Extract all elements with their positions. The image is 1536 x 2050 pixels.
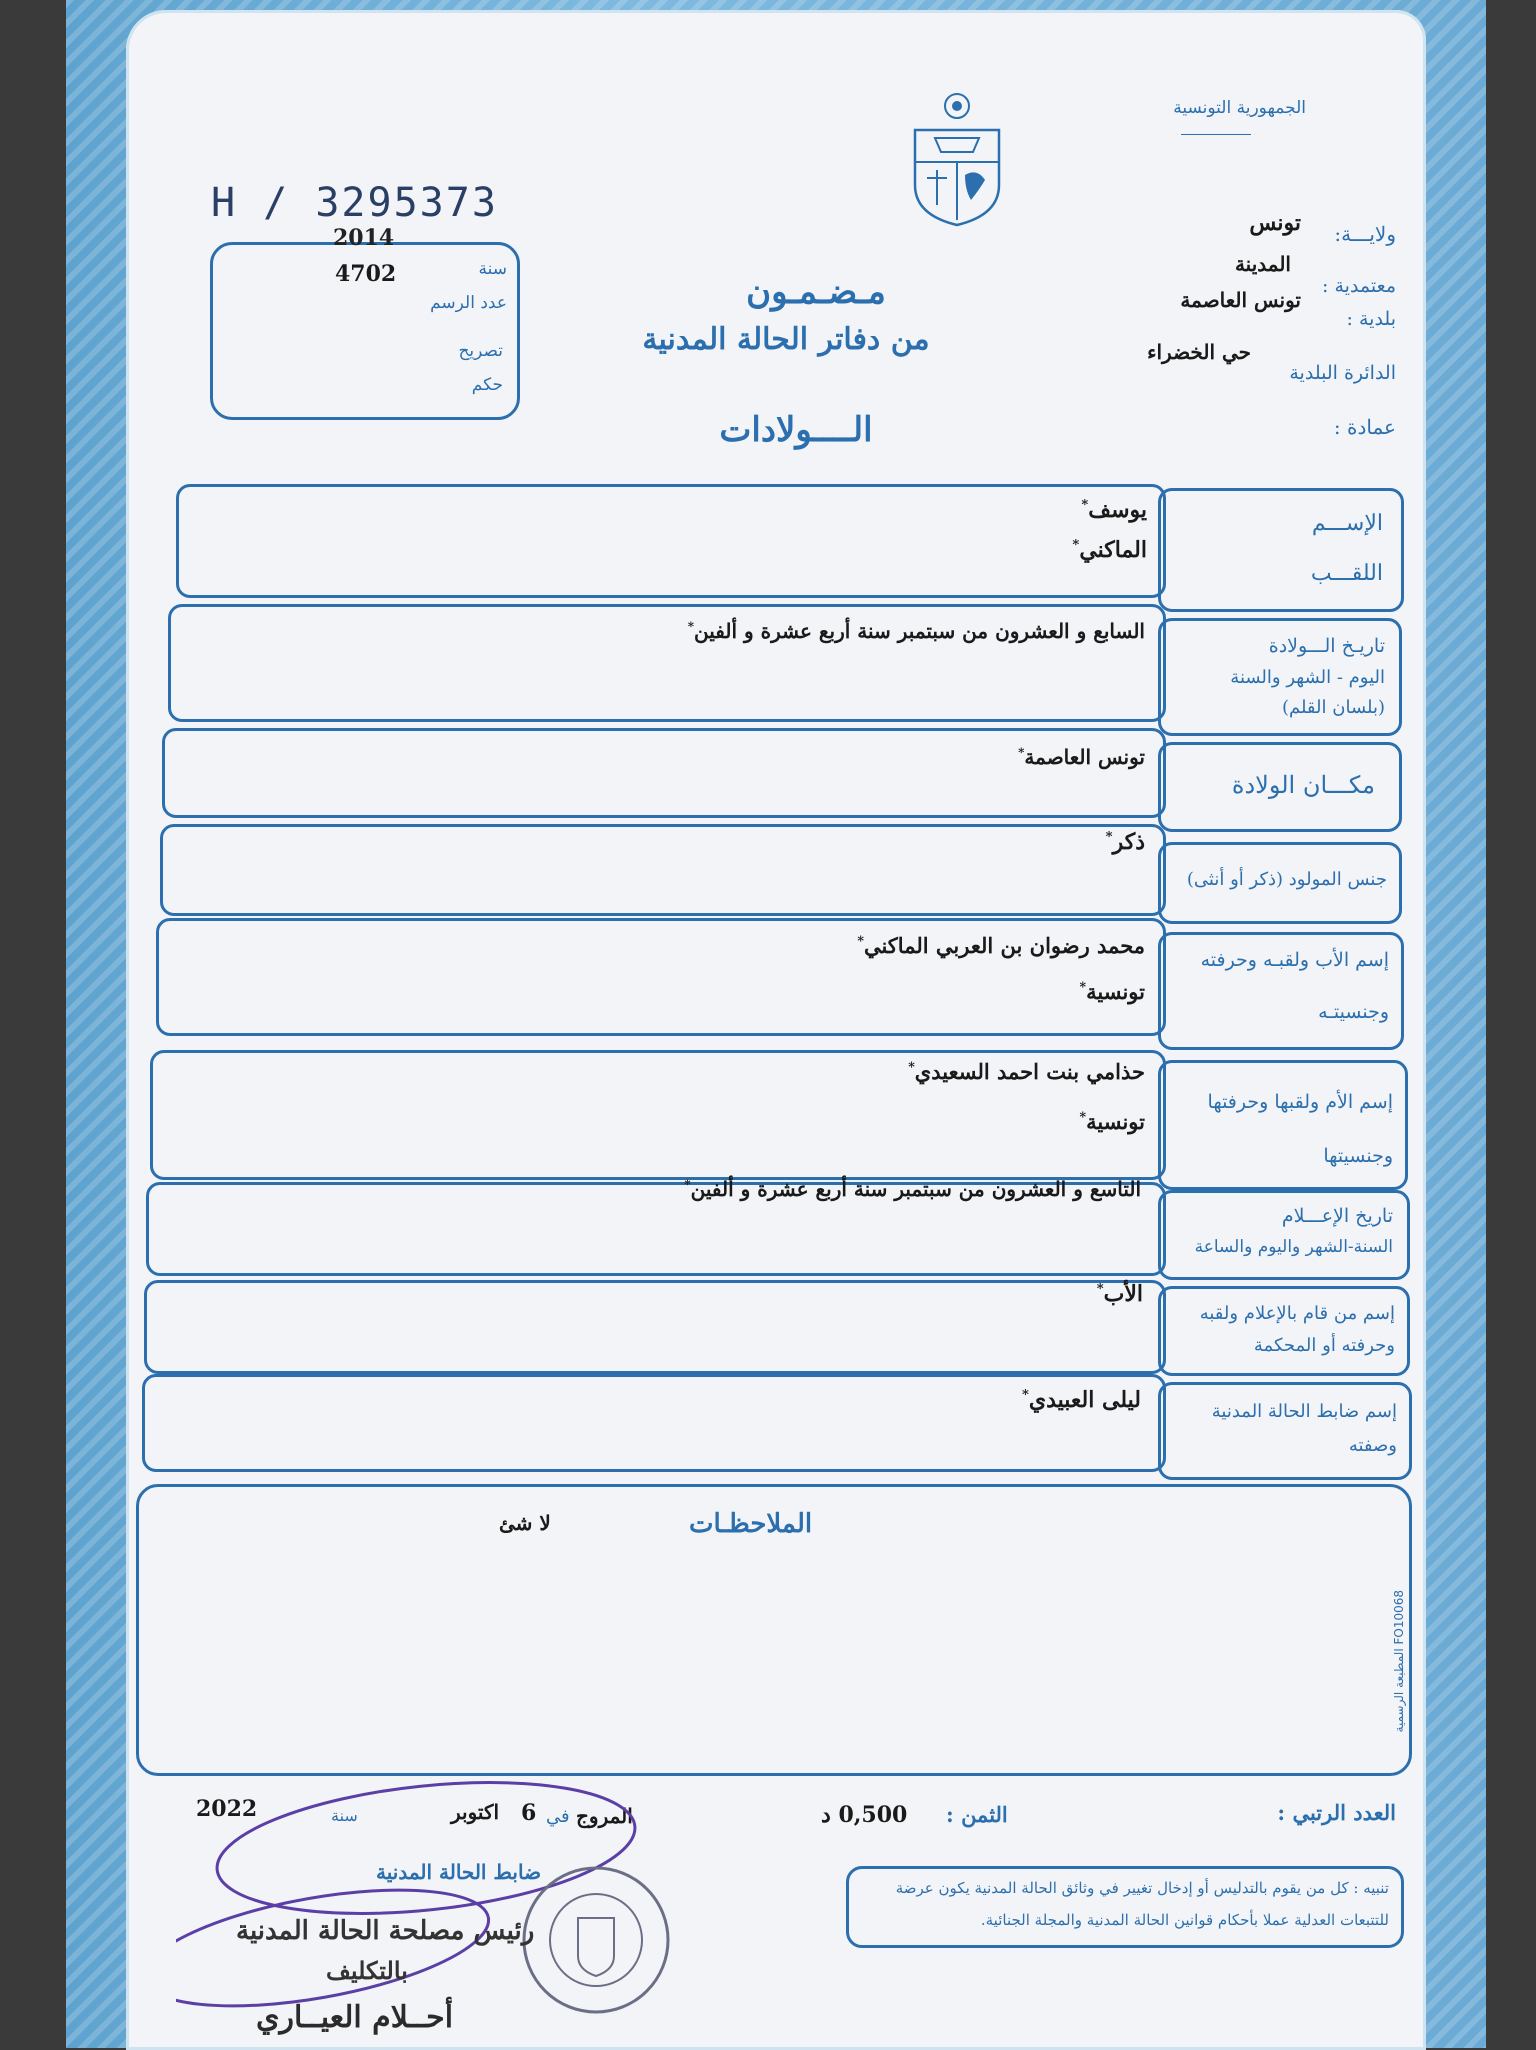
stamp-line-1: رئيس مصلحة الحالة المدنية	[236, 1916, 535, 1946]
title-line2: من دفاتر الحالة المدنية	[642, 322, 930, 357]
wilaya-value: تونس	[1249, 210, 1301, 236]
declaration-date-label-2: السنة-الشهر واليوم والساعة	[1194, 1237, 1393, 1257]
declaration-date-value: التاسع و العشرون من سبتمبر سنة أربع عشرة و ألفين*	[684, 1177, 1141, 1201]
officer-title: ضابط الحالة المدنية	[376, 1860, 542, 1884]
father-value: محمد رضوان بن العربي الماكني*	[857, 933, 1145, 958]
father-label-box	[1158, 932, 1404, 1050]
republic-text: الجمهورية التونسية	[1173, 98, 1306, 118]
title-line1: مـضـمـون	[746, 272, 886, 312]
daira-label: الدائرة البلدية	[1289, 362, 1396, 384]
notice-line-1: تنبيه : كل من يقوم بالتدليس أو إدخال تغيير في وثائق الحالة المدنية يكون عرضة	[895, 1879, 1389, 1897]
wilaya-label: ولايـــة:	[1334, 222, 1396, 246]
sex-value-box	[160, 824, 1166, 916]
price-label: الثمن :	[946, 1802, 1008, 1827]
signature-name: أحــلام العيــاري	[256, 2000, 454, 2035]
surname-label: اللقـــب	[1310, 561, 1383, 586]
notice-box	[846, 1866, 1404, 1948]
mother-value: حذامي بنت احمد السعيدي*	[908, 1059, 1145, 1084]
notes-box	[136, 1484, 1412, 1776]
declaration-date-value-box	[146, 1177, 1166, 1276]
mother-label-1: إسم الأم ولقبها وحرفتها	[1207, 1091, 1393, 1113]
year: 2022	[196, 1796, 258, 1822]
father-label-1: إسم الأب ولقبـه وحرفته	[1200, 949, 1389, 971]
name-label-box	[1158, 488, 1404, 612]
birthdate-label-box	[1158, 618, 1402, 736]
document-paper	[126, 10, 1426, 2050]
baladia-value: تونس العاصمة	[1180, 288, 1301, 312]
name-value-box	[176, 484, 1166, 598]
register-number-value: 4702	[335, 261, 397, 287]
declarant-label-1: إسم من قام بالإعلام ولقبه	[1199, 1303, 1395, 1324]
birthplace-label: مكـــان الولادة	[1231, 771, 1375, 799]
birthdate-label-1: تاريـخ الـــولادة	[1268, 635, 1385, 657]
serial-label: العدد الرتبي :	[1277, 1800, 1396, 1825]
register-year-value: 2014	[333, 225, 395, 251]
birthplace-label-box	[1158, 742, 1402, 832]
name-value: يوسف*	[1081, 497, 1147, 523]
daira-value: حي الخضراء	[1147, 340, 1251, 364]
notes-label: الملاحظـات	[689, 1509, 813, 1539]
mother-value-box	[150, 1050, 1166, 1180]
notes-value: لا شئ	[499, 1511, 551, 1535]
month: اكتوبر	[451, 1800, 500, 1824]
divider	[1181, 134, 1251, 135]
sex-value: ذكر*	[1105, 829, 1145, 855]
printer-mark: المطبعة الرسمية FO10068	[1392, 1590, 1406, 1733]
sex-label: جنس المولود (ذكر أو أنثى)	[1186, 869, 1387, 890]
declarant-value: الأب*	[1096, 1281, 1143, 1307]
register-year-label: سنة	[478, 259, 507, 279]
stamp-line-2: بالتكليف	[326, 1956, 408, 1985]
mother-label-2: وجنسيتها	[1323, 1145, 1393, 1167]
price-value: 0,500 د	[821, 1802, 908, 1828]
section-title: الــــولادات	[719, 410, 873, 450]
name-label: الإســـم	[1311, 511, 1383, 536]
register-box	[210, 225, 520, 420]
baladia-label: بلدية :	[1346, 308, 1396, 330]
register-declaration-label: تصريح	[458, 341, 503, 361]
declarant-label-box	[1158, 1286, 1410, 1376]
declarant-label-2: وحرفته أو المحكمة	[1253, 1335, 1395, 1356]
father-label-2: وجنسيتـه	[1318, 1001, 1389, 1023]
birthplace-value-box	[162, 728, 1166, 818]
year-label: سنة	[331, 1806, 358, 1825]
surname-value: الماكني*	[1072, 537, 1147, 563]
register-judgment-label: حكم	[471, 375, 503, 395]
dated-in: في	[546, 1806, 570, 1827]
mootamadia-label: معتمدية :	[1322, 275, 1396, 297]
notice-line-2: للتتبعات العدلية عملا بأحكام قوانين الحالة المدنية والمجلة الجنائية.	[980, 1911, 1389, 1929]
officer-value-box	[142, 1374, 1166, 1472]
officer-label-box	[1158, 1382, 1412, 1480]
birthdate-value-box	[168, 604, 1166, 722]
document-border	[66, 0, 1486, 2048]
officer-label-1: إسم ضابط الحالة المدنية	[1211, 1401, 1397, 1422]
father-nationality: تونسية*	[1079, 979, 1145, 1004]
declarant-value-box	[144, 1280, 1166, 1374]
register-number-label: عدد الرسم	[430, 293, 507, 313]
birthdate-value: السابع و العشرون من سبتمبر سنة أربع عشرة و ألفين*	[687, 619, 1145, 643]
sex-label-box	[1158, 842, 1402, 924]
birthplace-value: تونس العاصمة*	[1018, 745, 1145, 769]
serial-number: H / 3295373	[211, 180, 498, 226]
birthdate-label-2: اليوم - الشهر والسنة	[1230, 667, 1385, 688]
mother-label-box	[1158, 1060, 1408, 1190]
day: 6	[521, 1800, 537, 1826]
dated-label: المروج	[576, 1804, 633, 1828]
omada-label: عمادة :	[1333, 415, 1396, 439]
officer-label-2: وصفته	[1348, 1435, 1397, 1456]
mother-nationality: تونسية*	[1079, 1109, 1145, 1134]
mootamadia-value: المدينة	[1234, 252, 1291, 276]
officer-value: ليلى العبيدي*	[1021, 1387, 1141, 1413]
coat-of-arms-icon	[907, 90, 1007, 230]
father-value-box	[156, 918, 1166, 1036]
declaration-date-label-1: تاريخ الإعـــلام	[1281, 1205, 1393, 1227]
declaration-date-label-box	[1158, 1190, 1410, 1280]
birthdate-label-3: (بلسان القلم)	[1281, 697, 1385, 718]
